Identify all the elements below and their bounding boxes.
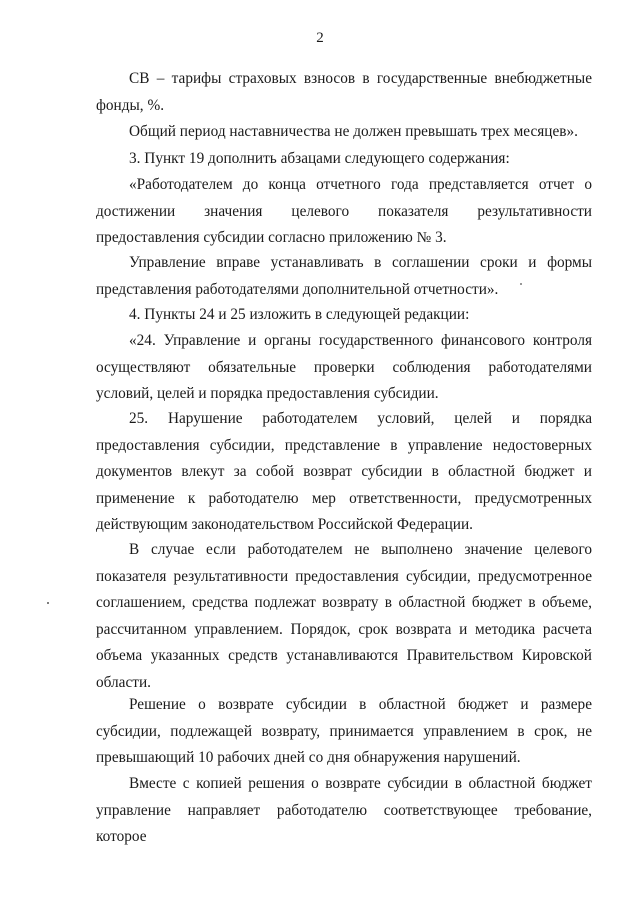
paragraph-return-requirement: Вместе с копией решения о возврате субсидии в областной бюджет управление направляет работодателю соответствующее требование, которое	[96, 775, 592, 845]
scan-speck	[520, 283, 522, 285]
paragraph-additional-reporting: Управление вправе устанавливать в соглашении сроки и формы представления работодателями дополнительной отчетности».	[96, 254, 592, 298]
paragraph-point-24: «24. Управление и органы государственного финансового контроля осуществляют обязательные проверки соблюдения работодателями условий, целей и порядка предоставления субсидии.	[96, 332, 592, 402]
paragraph-sv-rates: СВ – тарифы страховых взносов в государственные внебюджетные фонды, %.	[96, 70, 592, 114]
paragraph-point-25: 25. Нарушение работодателем условий, целей и порядка предоставления субсидии, представление в управление недостоверных документов влекут за собой возврат субсидии в областной бюджет и применение к работодателю мер ответственности, предусмотренных действующим законодательством Российской Федерации.	[96, 410, 592, 533]
paragraph-return-decision: Решение о возврате субсидии в областной бюджет и размере субсидии, подлежащей возврату, принимается управлением в срок, не превышающий 10 рабочих дней со дня обнаружения нарушений.	[96, 696, 592, 766]
paragraph-target-not-met: В случае если работодателем не выполнено значение целевого показателя результативности предоставления субсидии, предусмотренное соглашением, средства подлежат возврату в областной бюджет в объеме, рассчитанном управлением. Порядок, срок возврата и методика расчета объема указанных средств устанавливаются Правительством Кировской области.	[96, 541, 592, 691]
paragraph-item-4: 4. Пункты 24 и 25 изложить в следующей редакции:	[129, 306, 470, 323]
paragraph-report-requirement: «Работодателем до конца отчетного года представляется отчет о достижении значения целевого показателя результативности предоставления субсидии согласно приложению № 3.	[96, 176, 592, 246]
page-number: 2	[316, 30, 324, 46]
paragraph-mentoring-period: Общий период наставничества не должен превышать трех месяцев».	[129, 123, 578, 140]
margin-mark	[47, 602, 49, 604]
paragraph-item-3: 3. Пункт 19 дополнить абзацами следующего содержания:	[129, 150, 510, 167]
